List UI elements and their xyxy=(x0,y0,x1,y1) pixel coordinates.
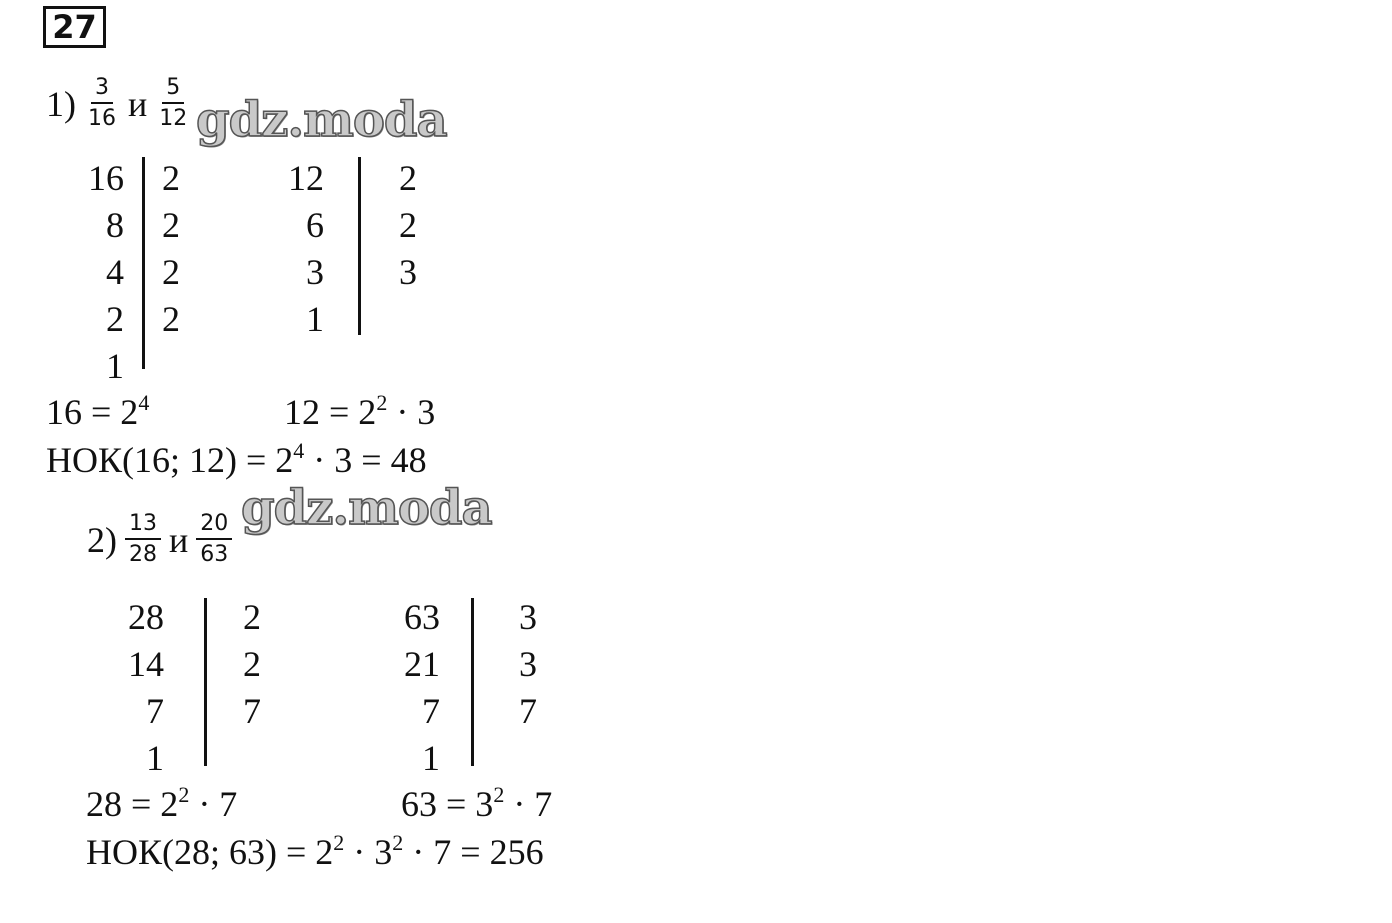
dividend: 2 xyxy=(106,299,124,339)
part1-eq-left xyxy=(46,392,149,432)
equation-text: 12 = 2 xyxy=(284,392,377,432)
fraction-denominator: 16 xyxy=(88,106,116,131)
part2-fraction-b xyxy=(196,512,232,567)
part2-left-divider xyxy=(204,598,207,766)
part1-eq-right xyxy=(284,392,435,432)
lcm-text: · 3 xyxy=(344,832,393,872)
factor: 2 xyxy=(162,158,180,198)
factor: 3 xyxy=(519,644,537,684)
factor: 2 xyxy=(243,644,261,684)
part2-left-factors xyxy=(243,594,261,735)
part1-left-numbers xyxy=(70,155,124,390)
part1-left-divider xyxy=(142,157,145,369)
factor: 2 xyxy=(243,597,261,637)
factor: 2 xyxy=(162,205,180,245)
equation-text: · 3 xyxy=(387,392,436,432)
part1-right-divider xyxy=(358,157,361,335)
fraction-numerator: 20 xyxy=(196,512,232,540)
part2-eq-left xyxy=(86,784,237,824)
lcm-text: НОК(28; 63) = 2 xyxy=(86,832,334,872)
factor: 2 xyxy=(162,299,180,339)
dividend: 16 xyxy=(88,158,124,198)
exponent: 2 xyxy=(493,782,505,807)
equation-text: 63 = 3 xyxy=(401,784,494,824)
part1-right-numbers xyxy=(270,155,324,343)
equation-text: 28 = 2 xyxy=(86,784,179,824)
dividend: 14 xyxy=(128,644,164,684)
dividend: 4 xyxy=(106,252,124,292)
dividend: 21 xyxy=(404,644,440,684)
factor: 2 xyxy=(162,252,180,292)
factor: 3 xyxy=(399,252,417,292)
fraction-numerator: 5 xyxy=(162,76,184,104)
part1-left-factors xyxy=(162,155,180,343)
part1-label: 1) xyxy=(46,83,76,124)
part2-lcm xyxy=(86,832,544,872)
fraction-denominator: 28 xyxy=(129,542,157,567)
factor: 7 xyxy=(519,691,537,731)
dividend: 1 xyxy=(106,346,124,386)
part1-fraction-b xyxy=(155,76,191,131)
equation-text: 16 = 2 xyxy=(46,392,139,432)
dividend: 6 xyxy=(306,205,324,245)
part2-fraction-a xyxy=(125,512,161,567)
part2-right-factors xyxy=(519,594,537,735)
lcm-text: · 7 = 256 xyxy=(403,832,544,872)
lcm-text: · 3 = 48 xyxy=(304,440,427,480)
dividend: 3 xyxy=(306,252,324,292)
part2-eq-right xyxy=(401,784,552,824)
fraction-numerator: 3 xyxy=(91,76,113,104)
exponent: 2 xyxy=(333,830,345,855)
dividend: 12 xyxy=(288,158,324,198)
task-number: 27 xyxy=(43,6,106,48)
dividend: 1 xyxy=(422,738,440,778)
dividend: 1 xyxy=(306,299,324,339)
dividend: 1 xyxy=(146,738,164,778)
equation-text: · 7 xyxy=(189,784,238,824)
part2-heading xyxy=(87,512,232,567)
factor: 2 xyxy=(399,205,417,245)
equation-text: · 7 xyxy=(504,784,553,824)
factor: 7 xyxy=(243,691,261,731)
exponent: 2 xyxy=(376,390,388,415)
part1-lcm xyxy=(46,440,427,480)
exponent: 2 xyxy=(178,782,190,807)
exponent: 2 xyxy=(392,830,404,855)
dividend: 7 xyxy=(422,691,440,731)
part2-conjunction: и xyxy=(169,519,189,560)
exponent: 4 xyxy=(138,390,150,415)
fraction-denominator: 63 xyxy=(200,542,229,567)
part2-label: 2) xyxy=(87,519,117,560)
dividend: 8 xyxy=(106,205,124,245)
lcm-text: НОК(16; 12) = 2 xyxy=(46,440,294,480)
part1-conjunction: и xyxy=(128,83,148,124)
watermark-logo: gdz.moda xyxy=(196,92,447,148)
part1-fraction-a xyxy=(84,76,120,131)
part2-right-divider xyxy=(471,598,474,766)
part1-right-factors xyxy=(399,155,417,296)
dividend: 28 xyxy=(128,597,164,637)
dividend: 63 xyxy=(404,597,440,637)
watermark-logo: gdz.moda xyxy=(241,480,492,536)
part1-heading xyxy=(46,76,191,131)
exponent: 4 xyxy=(293,438,305,463)
factor: 2 xyxy=(399,158,417,198)
fraction-denominator: 12 xyxy=(159,106,188,131)
dividend: 7 xyxy=(146,691,164,731)
part2-left-numbers xyxy=(110,594,164,782)
factor: 3 xyxy=(519,597,537,637)
part2-right-numbers xyxy=(386,594,440,782)
fraction-numerator: 13 xyxy=(125,512,161,540)
